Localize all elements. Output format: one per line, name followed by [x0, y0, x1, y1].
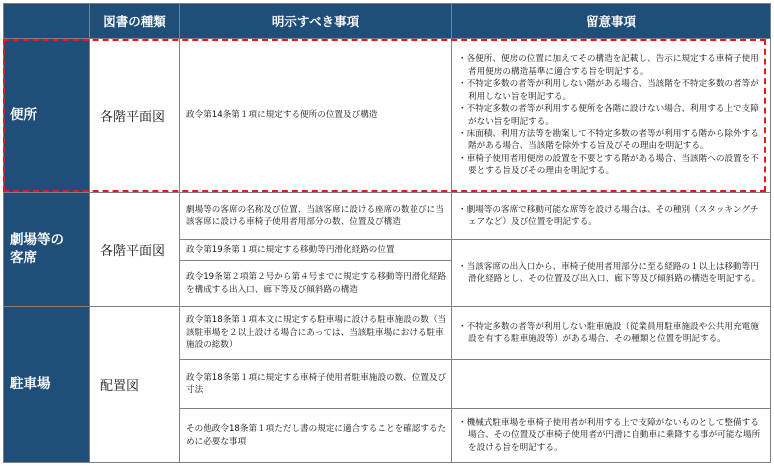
required-item-theater-2: 政令第19条第１項に規定する移動等円滑化経路の位置 [180, 240, 452, 261]
required-item-parking-3: その他政令18条第１項ただし書の規定に適合することを確認するために必要な事項 [180, 409, 452, 463]
notes-parking-2 [452, 360, 771, 409]
required-item-theater-3: 政令19条第２項第２号から第４号までに規定する移動等円滑化経路を構成する出入口、廊下等及び傾斜路の構造 [180, 261, 452, 307]
note-item: ・ 不特定多数の者等が利用しない駐車施設（従業員用駐車施設や公共用充電施設を有する駐車施設等）がある場合、その種類と位置を明記する。 [458, 321, 766, 346]
required-item-parking-2: 政令第18条第１項に規定する車椅子使用者駐車施設の数、位置及び寸法 [180, 360, 452, 409]
notes-theater-2 [452, 240, 771, 307]
theater-row-1 [4, 193, 771, 240]
notes-theater-1 [452, 193, 771, 240]
toilet-row [4, 39, 771, 193]
requirements-table [3, 3, 771, 463]
note-item: ・ 床面積、利用方法等を勘案して不特定多数の者等が利用する階から除外する階がある場合、当該階を除外する旨及びその理由を明記する。 [458, 128, 766, 153]
drawing-type-toilet: 各階平面図 [90, 39, 180, 193]
notes-parking-1 [452, 307, 771, 360]
note-item: ・ 車椅子使用者用便房の設置を不要とする階がある場合、当該階への設置を不要とする旨及びその理由を明記する。 [458, 153, 766, 178]
note-item: ・ 不特定多数の者等が利用しない階がある場合、当該階を不特定多数の者等が利用しない旨を明記する。 [458, 78, 766, 103]
category-theater-line2: 客席 [10, 249, 37, 266]
required-item-theater-1: 劇場等の客席の名称及び位置、当該客席に設ける座席の数並びに当該客席に設ける車椅子使用者用部分の数、位置及び構造 [180, 193, 452, 240]
note-item: ・ 各便所、便房の位置に加えてその構造を記載し、告示に規定する車椅子使用者用便房の構造基準に適合する旨を明記する。 [458, 53, 766, 78]
drawing-type-parking: 配置図 [90, 307, 180, 463]
note-item: ・ 劇場等の客席で移動可能な席等を設ける場合は、その種別（スタッキングチェアなど）及び位置を明記する。 [458, 204, 766, 229]
parking-row-1 [4, 307, 771, 360]
category-parking: 駐車場 [4, 307, 90, 463]
notes-parking-3 [452, 409, 771, 463]
note-item: ・ 不特定多数の者等が利用する便所を各階に設けない場合、利用する上で支障がない旨を明記する。 [458, 103, 766, 128]
header-notes: 留意事項 [452, 4, 771, 39]
required-item-toilet: 政令第14条第１項に規定する便所の位置及び構造 [180, 39, 452, 193]
category-theater [4, 193, 90, 307]
header-blank [4, 4, 90, 39]
header-required-items: 明示すべき事項 [180, 4, 452, 39]
category-toilet: 便所 [4, 39, 90, 193]
notes-toilet [452, 39, 771, 193]
note-item: ・ 機械式駐車場を車椅子使用者が利用する上で支障がないものとして整備する場合、その位置及び車椅子使用者が円滑に自動車に乗降する事が可能な場所を設ける旨を明記する。 [458, 417, 766, 454]
header-row [4, 4, 771, 39]
required-item-parking-1: 政令第18条第１項本文に規定する駐車場に設ける駐車施設の数（当該駐車場を２以上設ける場合にあっては、当該駐車場における駐車施設の総数） [180, 307, 452, 360]
drawing-type-theater: 各階平面図 [90, 193, 180, 307]
header-drawing-type: 図書の種類 [90, 4, 180, 39]
category-theater-line1: 劇場等の [10, 231, 64, 248]
note-item: ・ 当該客席の出入口から、車椅子使用者用部分に至る経路の１以上は移動等円滑化経路とし、その位置及び出入口、廊下等及び傾斜路の構造を明記する。 [458, 261, 766, 286]
